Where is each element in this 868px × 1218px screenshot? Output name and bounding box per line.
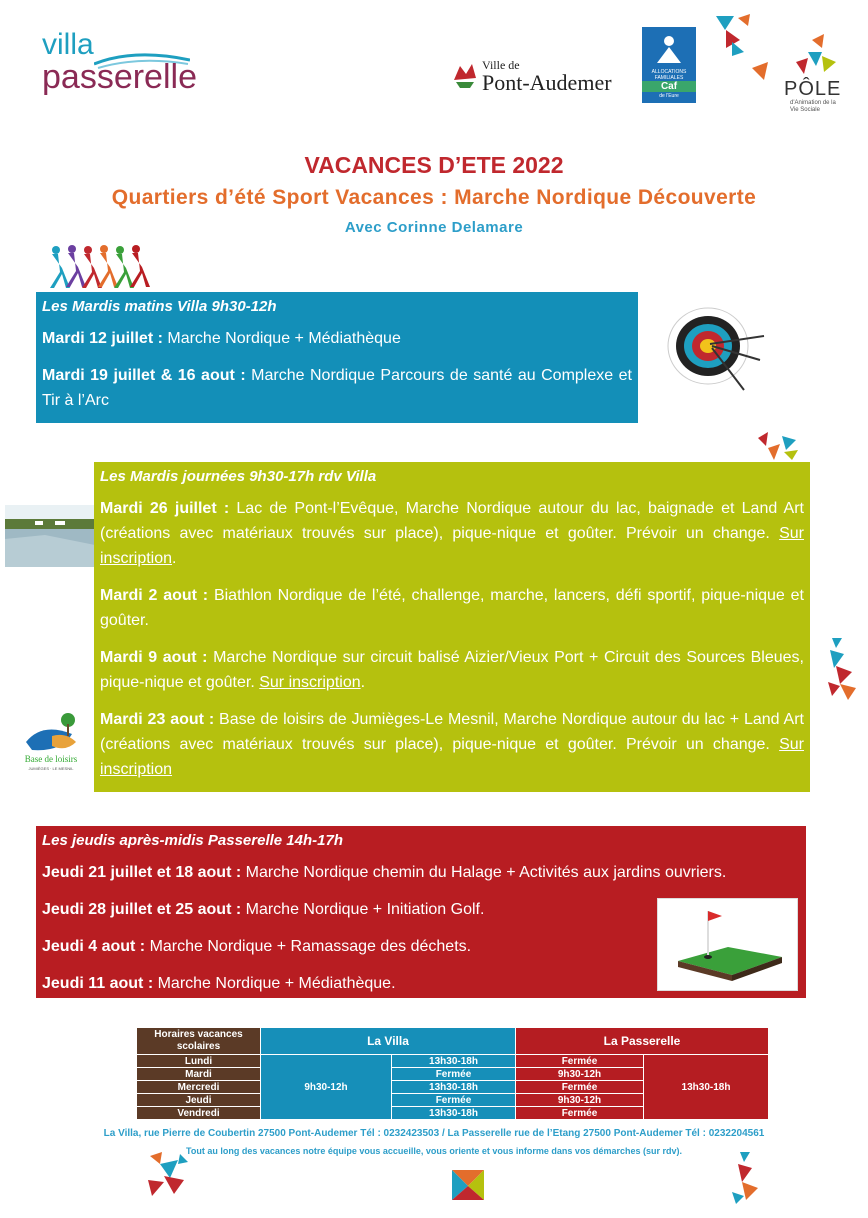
passerelle-morning-cell: Fermée: [516, 1055, 644, 1068]
golf-green-image: [657, 898, 798, 991]
item-text: Marche Nordique Parcours de santé au Complexe et Tir à l’Arc: [42, 367, 632, 409]
day-cell: Mardi: [137, 1068, 261, 1081]
list-item: [42, 326, 632, 351]
caf-logo: [642, 27, 696, 103]
item-text: Marche Nordique + Médiathèque.: [153, 975, 396, 992]
item-date: Mardi 9 aout :: [100, 649, 208, 666]
instructor-line: Avec Corinne Delamare: [344, 219, 524, 236]
caf-text-3: de l'Eure: [659, 93, 679, 99]
inscription-link[interactable]: Sur inscription: [100, 736, 804, 778]
base-loisirs-emblem-icon: [22, 712, 80, 754]
passerelle-morning-cell: 9h30-12h: [516, 1094, 644, 1107]
item-text: Lac de Pont-l’Evêque, Marche Nordique autour du lac, baignade et Land Art (créations avec matériaux trouvés sur place), pique-nique et goûter. Prévoir un change.: [100, 500, 805, 542]
villa-afternoon-cell: 13h30-18h: [392, 1107, 516, 1120]
inscription-link[interactable]: Sur inscription: [259, 674, 361, 691]
section-header: Les Mardis journées 9h30-17h rdv Villa: [100, 468, 377, 485]
caf-text-1: ALLOCATIONS FAMILIALES: [651, 69, 687, 81]
inscription-link[interactable]: Sur inscription: [100, 525, 804, 567]
passerelle-morning-cell: Fermée: [516, 1081, 644, 1094]
section-header: Les jeudis après-midis Passerelle 14h-17h: [42, 832, 343, 849]
page-subtitle: Quartiers d’été Sport Vacances : Marche Nordique Découverte: [111, 186, 757, 209]
item-text: Base de loisirs de Jumièges-Le Mesnil, Marche Nordique autour du lac + Land Art (créations avec matériaux trouvés sur place), pique-nique et goûter. Prévoir un change.: [100, 711, 804, 753]
tangram-figure-icon: [144, 1150, 190, 1202]
passerelle-morning-cell: Fermée: [516, 1107, 644, 1120]
logo-passerelle-text: passerelle: [42, 58, 197, 96]
item-text: Marche Nordique + Médiathèque: [162, 330, 401, 347]
tangram-runner-icon: [730, 1150, 764, 1206]
list-item: [100, 583, 804, 633]
item-text: Biathlon Nordique de l’été, challenge, marche, lancers, défi sportif, pique-nique et goûter.: [100, 587, 804, 629]
list-item: [100, 496, 804, 571]
base-loisirs-logo: [18, 712, 84, 774]
item-date: Jeudi 4 aout :: [42, 938, 146, 955]
villa-afternoon-cell: 13h30-18h: [392, 1081, 516, 1094]
villa-afternoon-cell: 13h30-18h: [392, 1055, 516, 1068]
pont-audemer-logo: [452, 56, 632, 98]
item-end: .: [172, 550, 177, 567]
item-text: Marche Nordique + Initiation Golf.: [241, 901, 485, 918]
column-villa: La Villa: [261, 1028, 516, 1055]
item-text: Marche Nordique + Ramassage des déchets.: [145, 938, 472, 955]
item-date: Jeudi 21 juillet et 18 aout :: [42, 864, 242, 881]
footer-note: Tout au long des vacances notre équipe vous accueille, vous oriente et vous informe dans vos démarches (sur rdv).: [186, 1146, 682, 1156]
tangram-figures-icon: [712, 12, 842, 82]
item-date: Mardi 19 juillet & 16 aout :: [42, 367, 246, 384]
item-date: Mardi 2 aout :: [100, 587, 209, 604]
day-cell: Mercredi: [137, 1081, 261, 1094]
tangram-runner-icon: [826, 636, 862, 702]
caf-text-2: Caf: [642, 81, 696, 92]
tangram-figure-icon: [756, 422, 800, 462]
runners-icon: [46, 244, 156, 292]
pole-title: PÔLE: [784, 78, 842, 100]
pole-logo: [712, 12, 842, 114]
city-crest-icon: [452, 60, 478, 90]
pole-subtitle: d'Animation de la Vie Sociale: [790, 100, 836, 113]
table-head-label: Horaires vacances scolaires: [137, 1028, 261, 1055]
tuesday-full-day-section: [94, 462, 810, 792]
item-date: Mardi 12 juillet :: [42, 330, 163, 347]
opening-hours-table: [136, 1027, 769, 1120]
base-loisirs-subtitle: JUMIÈGES · LE MESNIL: [28, 766, 74, 771]
item-date: Jeudi 28 juillet et 25 aout :: [42, 901, 242, 918]
item-text: Marche Nordique sur circuit balisé Aizier/Vieux Port + Circuit des Sources Bleues, pique-nique et goûter.: [100, 649, 804, 691]
tangram-square-icon: [450, 1168, 486, 1202]
pont-prefix: Ville de: [482, 58, 520, 72]
passerelle-afternoon-cell: 13h30-18h: [644, 1055, 769, 1120]
section-header: Les Mardis matins Villa 9h30-12h: [42, 298, 277, 315]
item-end: .: [360, 674, 366, 691]
lake-photo: [5, 505, 95, 567]
villa-passerelle-logo: [42, 28, 197, 98]
item-text: Marche Nordique chemin du Halage + Activités aux jardins ouvriers.: [241, 864, 727, 881]
base-loisirs-title: Base de loisirs: [24, 754, 78, 764]
item-date: Jeudi 11 aout :: [42, 975, 154, 992]
passerelle-morning-cell: 9h30-12h: [516, 1068, 644, 1081]
day-cell: Vendredi: [137, 1107, 261, 1120]
villa-afternoon-cell: Fermée: [392, 1094, 516, 1107]
item-date: Mardi 23 aout :: [100, 711, 215, 728]
list-item: [100, 645, 804, 695]
pont-city: Pont-Audemer: [482, 70, 612, 95]
item-date: Mardi 26 juillet :: [100, 500, 230, 517]
logo-villa-text: villa: [42, 28, 94, 61]
day-cell: Jeudi: [137, 1094, 261, 1107]
list-item: [42, 363, 632, 413]
day-cell: Lundi: [137, 1055, 261, 1068]
tuesday-morning-section: [36, 292, 638, 423]
villa-morning-cell: 9h30-12h: [261, 1055, 392, 1120]
villa-afternoon-cell: Fermée: [392, 1068, 516, 1081]
list-item: [100, 707, 804, 782]
caf-emblem-icon: [654, 33, 684, 65]
archery-target-icon: [664, 300, 774, 394]
page-title: VACANCES D’ETE 2022: [304, 152, 564, 178]
footer-address: La Villa, rue Pierre de Coubertin 27500 Pont-Audemer Tél : 0232423503 / La Passerelle rue de l’Etang 27500 Pont-Audemer Tél : 0232204561: [103, 1128, 765, 1139]
list-item: [42, 860, 800, 885]
column-passerelle: La Passerelle: [516, 1028, 769, 1055]
